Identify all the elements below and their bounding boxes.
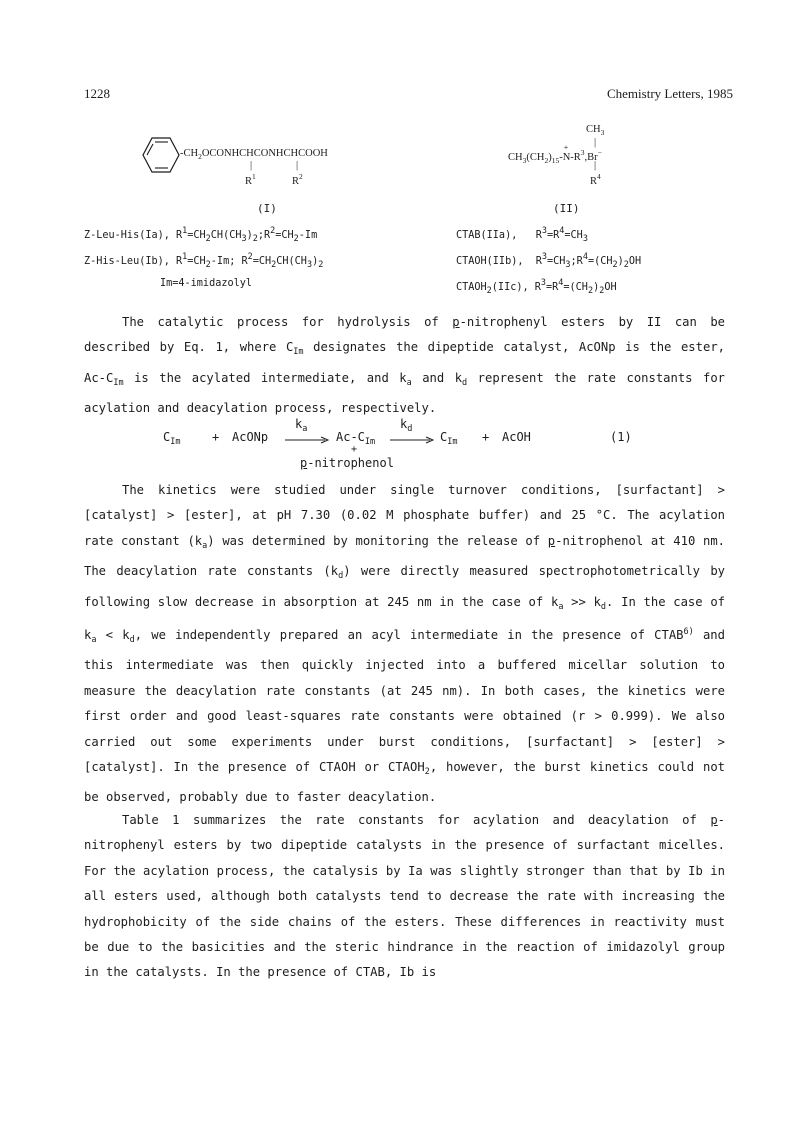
eq-reactant-aconp: AcONp [232, 430, 269, 444]
eq-intermediate: $Ac-C_{Im}$ [336, 430, 376, 447]
structure-ii-ch3: $CH_3$ [586, 124, 605, 137]
bond-r2: | [296, 160, 299, 171]
substituent-r4: $R^4$ [590, 172, 601, 187]
bond-r4: | [594, 160, 597, 171]
arrow-right-icon [390, 436, 436, 444]
eq-byproduct: p-nitrophenol [300, 456, 394, 470]
eq-ka-label: $k_a$ [295, 417, 308, 434]
bond-ch3: | [594, 137, 597, 148]
arrow-right-icon [285, 436, 331, 444]
structure-i-formula: $-CH_2OCONHCHCONHCHCOOH$ [180, 148, 328, 161]
page-number: 1228 [84, 86, 110, 101]
benzene-ring-icon [142, 136, 182, 174]
paragraph-3: Table 1 summarizes the rate constants for acylation and deacylation of p-nitrophenyl esters by two dipeptide catalysts in the presence of surfactant micelles. For the acylation process, the catalysis by Ia was slightly stronger than that by Ib in all esters used, although both catalysts tend to decrease the rate with increasing the hydrophobicity of the side chains of the esters. These differences in reactivity must be due to the basicities and the steric hindrance in the reaction of imidazolyl group in the catalysts. In the presence of CTAB, Ib is [84, 813, 725, 980]
eq-plus-2: + [351, 444, 358, 455]
compound-iic: $CTAOH_2(IIc)$, $R^3=R^4=(CH_2)_2OH$ [456, 278, 617, 296]
compound-ib: Z-His-Leu(Ib), $R^1=CH_2-Im$; $R^2=CH_2CH(CH_3)_2$ [84, 252, 324, 270]
eq-plus-1: + [212, 430, 220, 444]
compound-iia: CTAB(IIa), $R^3=R^4=CH_3$ [456, 226, 588, 244]
structure-i-label: (I) [257, 202, 277, 215]
bond-r1: | [250, 160, 253, 171]
eq-product-cim: $C_{Im}$ [440, 430, 458, 447]
eq-kd-label: $k_d$ [400, 417, 413, 434]
eq-plus-3: + [482, 430, 490, 444]
substituent-r1: $R^1$ [245, 172, 256, 187]
substituent-r2: $R^2$ [292, 172, 303, 187]
structure-ii-formula: $CH_3(CH_2)_{15}-N$ + $-R^3,Br^-$ [508, 143, 602, 165]
eq-reactant-cim: $C_{Im}$ [163, 430, 181, 447]
eq-product-acoh: AcOH [502, 430, 531, 444]
compound-iib: CTAOH(IIb), $R^3=CH_3;R^4=(CH_2)_2OH$ [456, 252, 642, 270]
paragraph-1: The catalytic process for hydrolysis of p-nitrophenyl esters by II can be described by Eq. 1, where $C_{Im}$ designates the dipeptide catalyst, AcONp is the ester, $Ac-C_{Im}$ is the acylated intermediate, and $k_a$ and $k_d$ represent the rate constants for acylation and deacylation process, respectively. [84, 315, 726, 416]
journal-title: Chemistry Letters, 1985 [606, 86, 733, 101]
paragraph-2: The kinetics were studied under single turnover conditions, [surfactant] > [catalyst] > [ester], at pH 7.30 (0.02 M phosphate buffer) and 25 °C. The acylation rate constant $(k_a)$ was determined by monitoring the release of p-nitrophenol at 410 nm. The deacylation rate constants $(k_d)$ were directly measured spectrophotometrically by following slow decrease in absorption at 245 nm in the case of $k_a >> k_d$. In the case of $k_a < k_d$, we independently prepared an acyl intermediate in the presence of CTAB$^{6)}$ and this intermediate was then quickly injected into a buffered micellar solution to measure the deacylation rate constants (at 245 nm). In both cases, the kinetics were first order and good least-squares rate constants were obtained (r > 0.999). We also carried out some experiments under burst conditions, [surfactant] > [ester] > [catalyst]. In the presence of CTAOH or $CTAOH_2$, however, the burst kinetics could not be observed, probably due to faster deacylation. [84, 483, 726, 805]
compound-ia: Z-Leu-His(Ia), $R^1=CH_2CH(CH_3)_2;R^2=CH_2-Im$ [84, 226, 318, 244]
im-definition: Im=4-imidazolyl [160, 278, 253, 289]
equation-number: (1) [610, 430, 632, 444]
structure-ii-label: (II) [553, 202, 580, 215]
